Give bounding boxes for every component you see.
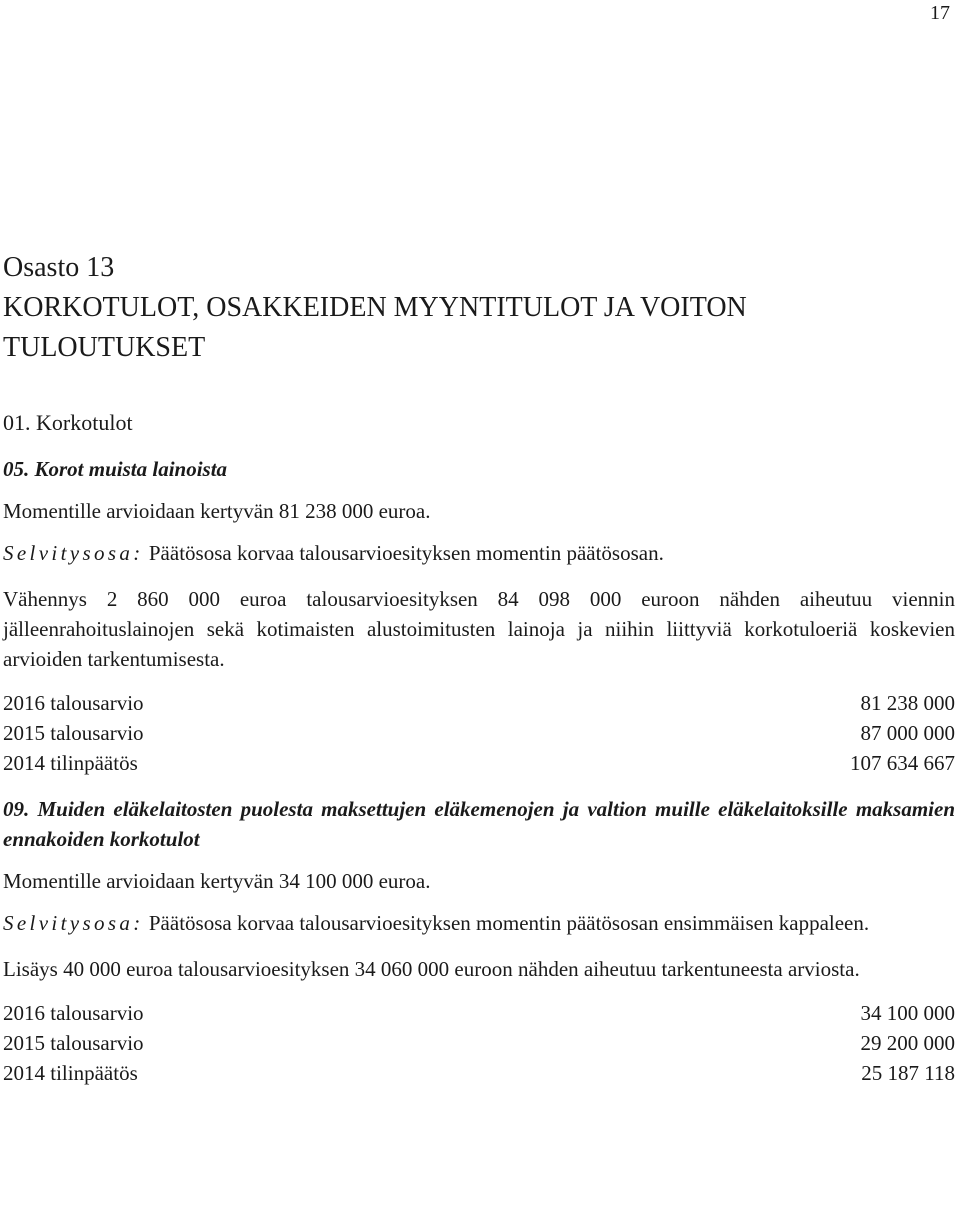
item-05-explanation [3, 538, 955, 568]
division-title [3, 248, 955, 368]
item-09-appropriation: Momentille arvioidaan kertyvän 34 100 000 euroa. [3, 869, 431, 893]
item-09-title: 09. Muiden eläkelaitosten puolesta maksettujen eläkemenojen ja valtion muille eläkelaitoksille maksamien ennakoiden korkotulot [3, 797, 955, 851]
explanation-text: Päätösosa korvaa talousarvioesityksen momentin päätösosan. [148, 541, 664, 565]
item-05-title: 05. Korot muista lainoista [3, 457, 228, 481]
page-number: 17 [930, 2, 950, 24]
item-09-explanation [3, 908, 955, 938]
table-row [3, 748, 955, 778]
document-body [3, 248, 955, 1088]
division-number: Osasto 13 [3, 252, 115, 283]
item-05-paragraph: Vähennys 2 860 000 euroa talousarvioesityksen 84 098 000 euroon nähden aiheutuu viennin jälleenrahoituslainojen sekä kotimaisten alustoimitusten lainoja ja niihin liittyviä korkotuloeriä koskevien arvioiden tarkentumisesta. [3, 587, 955, 671]
row-value: 87 000 000 [860, 721, 955, 745]
item-05-budget-table [3, 688, 955, 778]
division-heading-line2: TULOUTUKSET [3, 332, 206, 363]
explanation-text: Päätösosa korvaa talousarvioesityksen momentin päätösosan ensimmäisen kappaleen. [148, 911, 870, 935]
table-row [3, 998, 955, 1028]
division-heading-line1: KORKOTULOT, OSAKKEIDEN MYYNTITULOT JA VOITON [3, 292, 747, 323]
row-label: 2016 talousarvio [3, 1001, 144, 1025]
table-row [3, 688, 955, 718]
item-05-section [3, 454, 955, 778]
table-row [3, 718, 955, 748]
chapter-title: 01. Korkotulot [3, 410, 133, 435]
explanation-label: Selvitysosa: [3, 541, 144, 565]
row-value: 81 238 000 [860, 691, 955, 715]
row-label: 2015 talousarvio [3, 721, 144, 745]
row-label: 2016 talousarvio [3, 691, 144, 715]
row-value: 25 187 118 [861, 1061, 955, 1085]
row-label: 2014 tilinpäätös [3, 751, 138, 775]
item-09-budget-table [3, 998, 955, 1088]
row-label: 2014 tilinpäätös [3, 1061, 138, 1085]
table-row [3, 1028, 955, 1058]
row-value: 29 200 000 [860, 1031, 955, 1055]
row-value: 107 634 667 [850, 751, 955, 775]
explanation-label: Selvitysosa: [3, 911, 144, 935]
item-09-paragraph: Lisäys 40 000 euroa talousarvioesityksen 34 060 000 euroon nähden aiheutuu tarkentuneesta arviosta. [3, 957, 860, 981]
item-09-section [3, 794, 955, 1088]
row-label: 2015 talousarvio [3, 1031, 144, 1055]
item-05-appropriation: Momentille arvioidaan kertyvän 81 238 000 euroa. [3, 499, 431, 523]
table-row [3, 1058, 955, 1088]
row-value: 34 100 000 [860, 1001, 955, 1025]
